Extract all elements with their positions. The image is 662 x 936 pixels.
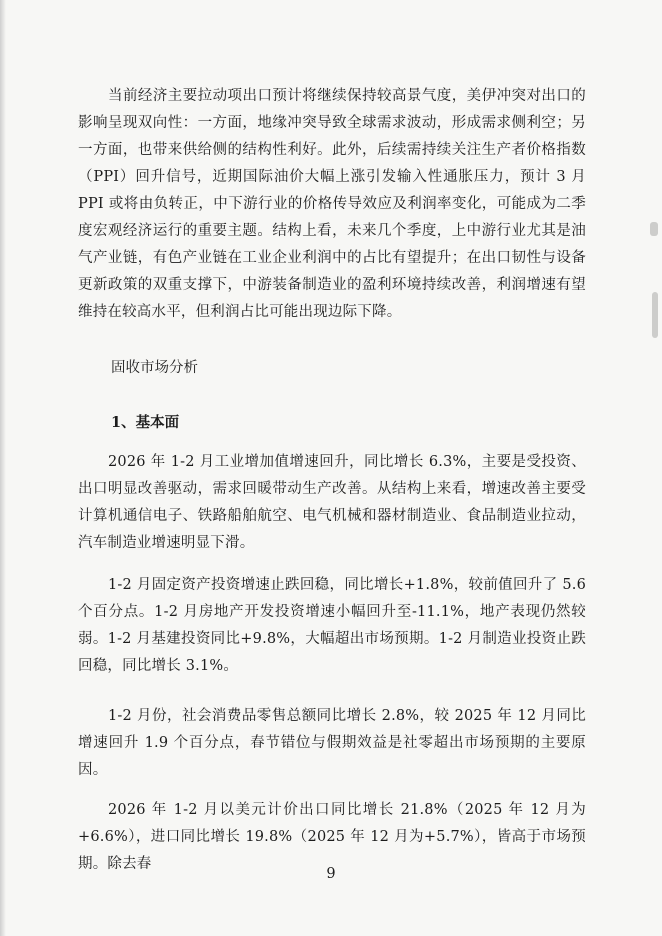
- scan-edge-shadow: [0, 0, 6, 936]
- body-paragraph-fixed-investment: 1-2 月固定资产投资增速止跌回稳，同比增长+1.8%，较前值回升了 5.6 个百分点。1-2 月房地产开发投资增速小幅回升至-11.1%，地产表现仍然较弱。1-2 月基建投资同比+9.8%，大幅超出市场预期。1-2 月制造业投资止跌回稳，同比增长 3.1%。: [78, 577, 586, 674]
- body-paragraph-retail-sales: 1-2 月份，社会消费品零售总额同比增长 2.8%，较 2025 年 12 月同比增速回升 1.9 个百分点，春节错位与假期效益是社零超出市场预期的主要原因。: [78, 708, 586, 778]
- body-paragraph-industrial-output: 2026 年 1-2 月工业增加值增速回升，同比增长 6.3%，主要是受投资、出口明显改善驱动，需求回暖带动生产改善。从结构上来看，增速改善主要受计算机通信电子、铁路船舶航空、电气机械和器材制造业、食品制造业拉动，汽车制造业增速明显下滑。: [78, 454, 586, 551]
- margin-scan-mark: [650, 222, 658, 236]
- margin-scan-mark: [652, 292, 658, 338]
- body-paragraph-economy-outlook: 当前经济主要拉动项出口预计将继续保持较高景气度，美伊冲突对出口的影响呈现双向性：一方面，地缘冲突导致全球需求波动，形成需求侧利空；另一方面，也带来供给侧的结构性利好。此外，后续需持续关注生产者价格指数（PPI）回升信号，近期国际油价大幅上涨引发输入性通胀压力，预计 3 月 PPI 或将由负转正，中下游行业的价格传导效应及利润率变化，可能成为二季度宏观经济运行的重要主题。结构上看，未来几个季度，上中游行业尤其是油气产业链，有色产业链在工业企业利润中的占比有望提升；在出口韧性与设备更新政策的双重支撑下，中游装备制造业的盈利环境持续改善，利润增速有望维持在较高水平，但利润占比可能出现边际下降。: [78, 88, 586, 320]
- subsection-title: 1、基本面: [111, 414, 180, 431]
- page-number: 9: [326, 866, 336, 882]
- body-paragraph-trade: 2026 年 1-2 月以美元计价出口同比增长 21.8%（2025 年 12 月为+6.6%），进口同比增长 19.8%（2025 年 12 月为+5.7%），皆高于市场预期。除去春: [78, 802, 586, 872]
- section-title: 固收市场分析: [111, 360, 198, 376]
